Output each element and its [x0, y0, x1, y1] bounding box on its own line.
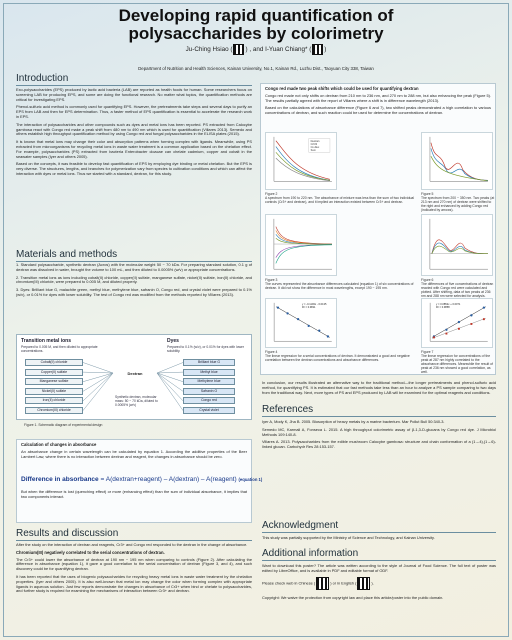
connector-line: [83, 373, 113, 391]
figure-4-chart: [265, 298, 337, 348]
results-figures-box: [260, 83, 496, 375]
congo-text: [265, 87, 491, 119]
methods-heading: Materials and methods: [16, 249, 252, 260]
figure-2-svg: [266, 133, 336, 189]
acknowledgment-heading: Acknowledgment: [262, 520, 496, 531]
reference-item: Iyer A, Mody K, Jha B. 2005. Biosorption of heavy metals by a marine bacterium. Mar Pollut Bull 50:340-3.: [262, 419, 445, 424]
dyes-title: Dyes: [167, 338, 179, 344]
figure-3-chart: [265, 214, 337, 276]
metal-chip: Copper(II) sulfate: [25, 369, 83, 376]
link-text: Please check web in Chinese (: [262, 580, 316, 586]
data-point: [483, 318, 485, 320]
intro-paragraph: Based on the concepts, it was feasible to develop fast quantification of EPS by employing dye binding or metal chelation. But the EPS is very diverse. The structures, lengths, and branches for polymerization vary from species to cultivation conditions and which can affect the interaction with dyes or metal ions. Thus we started with a standard, dextran, for this study.: [16, 161, 253, 176]
references-list: [262, 420, 496, 453]
qr-code-icon[interactable]: [316, 577, 329, 590]
legend-item: Dextran: [310, 140, 320, 144]
dyes-subtitle: Prepared to 0.1% (w/v), or 0.01% for dyes with lower solubility.: [167, 345, 244, 353]
figure-3-svg: [266, 215, 336, 275]
author-1: Ju-Ching Hsiao (: [185, 46, 233, 54]
title-line-2: polysaccharides by colorimetry: [128, 24, 384, 43]
methods-paragraph: 2. Transition metal ions as ions including cobalt(II) chloride, copper(II) sulfate, manganese sulfate, nickel(II) sulfate, iron(II) chloride, and chromium(III) chloride, were prepared to 0.005 M, and diluted properly.: [16, 274, 252, 285]
connector-line: [83, 372, 113, 373]
figure-5-chart: [421, 132, 493, 190]
author-end: ): [324, 46, 327, 54]
title-line-1: Developing rapid quantification of: [118, 6, 394, 25]
connector-line: [83, 363, 113, 374]
results-text: [16, 543, 252, 597]
results-subheading: Chromium(III) negatively correlated to the serial concentrations of dextran.: [16, 549, 165, 555]
figure-5-svg: [422, 133, 492, 189]
dye-chip: Crystal violet: [183, 407, 235, 414]
results-paragraph: It has been reported that the uses of biogenic polysaccharides for recycling heavy metal ions in waste water treatment by the chelation properties. (Iyer and others 2005). It is also well-known that metal ion may change the color when forming complex with appropriate ligands in aqueous solution. Just few reports demonstrate the changes in absorbance of Cr3+ when bind or chelate to polysaccharides, and further study is required for examining the mechanisms of interaction between Cr3+ and dextran.: [16, 573, 252, 594]
equation-ref: (equation 1): [238, 477, 263, 482]
figure-5-caption: Figure 5 The spectrum from 200 ~ 350 nm. Two peaks (at 213 nm and 270 nm) of dextran were shifted to the right and enhanced by adding Congo red (indicated by arrows).: [421, 192, 495, 213]
additional-info-paragraph: Want to download this poster? The article was written according to the style of Journal of Food Science. The full text of poster was edited by LibreOffice, and is available in PDF and editable format of ODF.: [262, 563, 496, 573]
metals-title: Transition metal ions: [21, 338, 72, 344]
congo-paragraph: Based on the calculations of absorbance difference (Figure 6 and 7), two shifted peaks demonstrated a high correlation to various concentrations of dextran, and such reaction could be used for determine the concentrations of dextran.: [265, 105, 491, 116]
figure-2-caption: Figure 2 A spectrum from 190 to 220 nm. The absorbance of mixture was less than the sum of two individual controls (Cr3+ and dextran), and it implied an interaction existed between Cr3+ and dextran.: [265, 192, 415, 205]
data-point: [286, 312, 288, 314]
calculation-paragraph: But when the difference is lost (quenching effect) or more (enhancing effect) than the sum of individual absorbance, it implies that two components interact.: [21, 489, 247, 499]
authors-line: [0, 44, 512, 55]
equation-label: Difference in absorbance: [21, 476, 99, 483]
dye-chip: Brilliant blue G: [183, 359, 235, 366]
figure-6-svg: [422, 215, 492, 275]
calculation-text: [21, 443, 247, 462]
reference-item: Semedo MC, Karmali A, Fonseca L. 2015. A high throughput colorimetric assay of β-1,3-D-glucans by Congo red dye. J Microbiol Methods 109:140-8.: [262, 426, 496, 437]
connector-line: [157, 373, 183, 391]
metal-chip: Iron(II) chloride: [25, 397, 83, 404]
data-point: [308, 325, 310, 327]
figure-4-caption: Figure 4 The linear regression for a serial concentrations of dextran. It demonstrated a good and negative correlation between the dextran concentrations and absorbance differences.: [265, 350, 410, 363]
data-point: [483, 306, 485, 308]
data-point: [470, 314, 472, 316]
congo-paragraph: Congo red made not only shifts on dextran from 210 nm to 236 nm, and 270 nm to 288 nm, but also enhancing the peak (Figure 5). The results partially agreed with the report of Villares where a shift is in difference wavelength (2013).: [265, 92, 491, 103]
congo-subheading: Congo red made two peak shifts which could be used for quantifying dextran: [265, 86, 419, 91]
conclusion-text: [262, 381, 496, 398]
legend-item: Sum: [310, 148, 316, 152]
intro-heading: Introduction: [16, 73, 252, 84]
additional-info-text: [262, 564, 496, 603]
download-links: [262, 577, 496, 590]
legend-item: Cr+Dex: [310, 145, 320, 149]
qr-code-icon[interactable]: [357, 577, 370, 590]
intro-paragraph: Phenol-sulfuric acid method is commonly used for quantifying EPS. However, the pretreatments take steps and several days to purify an EPS from LAB and then for EPS determination. Thus, a faster method of EPS quantification is essential to accelerate the research work in EPS.: [16, 104, 252, 119]
qr-code-icon[interactable]: [312, 44, 323, 55]
dextran-note: Synthetic dextran, molecular mass: 50 ~ 70 kDa, diluted to 0.0005% (w/v): [115, 395, 158, 407]
intro-paragraph: Exo-polysaccharides (EPS) produced by lactic acid bacteria (LAB) are reported as health foods for human. Some researchers focus on screening LAB for producing EPS, and some are doing the functional research. No matter what topics, the quantification methods are critical for investigating EPS.: [16, 87, 252, 102]
link-text: ) or in English (: [330, 580, 357, 586]
figure-3-caption: Figure 3 The curves represented the absorbance differences calculated (equation 1) of six concentrations of dextran. It did not show the difference in most wavelengths, except 190 ~ 195 nm.: [265, 278, 414, 291]
methods-paragraph: 3. Dyes: Brilliant blue G, malachite green, methyl blue, methylene blue, safranin O, Congo red, and crystal violet were prepared to 0.1% (w/v), or 0.01% for dyes with lower solubility. The test of Congo red was modified from the methods reported by Villares (2013).: [16, 287, 252, 297]
results-paragraph: The Cr3+ could lower the absorbance of dextran at 190 nm ~ 195 nm when comparing to controls (Figure 2). After calculating the difference in absorbance (equation 1), it gave a good correlation to the serial concentration of dextran (Figure 3, and 4), and such discovery could be for quantifying dextran.: [16, 556, 252, 572]
connector-line: [83, 373, 113, 411]
affiliation: Department of Nutrition and Health Sciences, Kainan University, No.1, Kainan Rd., Luzhu Dist., Taoyuan City 338, Taiwan: [138, 66, 374, 71]
figure-2-chart: [265, 132, 337, 190]
data-point: [458, 328, 460, 330]
acknowledgment-text: [262, 536, 496, 544]
diagram-connectors: [17, 335, 253, 421]
data-point: [277, 306, 279, 308]
data-point: [297, 318, 299, 320]
additional-info-heading: Additional information: [262, 548, 496, 559]
connector-line: [157, 363, 183, 374]
data-point: [445, 333, 447, 335]
connector-line: [157, 372, 183, 373]
connector-line: [157, 373, 183, 411]
figure-7-caption: Figure 7 The linear regression for concentrations of the peak at 287 nm highly correlated to the absorbance differences. Meanwhile the result of peak at 236 nm showed a good correlation, as well.: [421, 350, 493, 375]
experimental-design-diagram: [16, 334, 252, 420]
data-point: [327, 335, 329, 337]
data-point: [458, 321, 460, 323]
equation-body: = A(dextran+reagent) – A(dextran) – A(reagent): [100, 476, 237, 483]
dye-chip: Congo red: [183, 397, 235, 404]
data-point: [433, 336, 435, 338]
dye-chip: Methyl blue: [183, 369, 235, 376]
legend-item: CrCl3: [310, 143, 318, 147]
metal-chip: Chromium(III) chloride: [25, 407, 83, 414]
figure-6-chart: [421, 214, 493, 276]
data-point: [445, 329, 447, 331]
metal-chip: Manganese sulfate: [25, 378, 83, 385]
copyright-notice: Copyright: We waive the protection from copyright law and place this article/poster into the public domain.: [262, 594, 444, 600]
data-point: [318, 330, 320, 332]
calculation-paragraph: An absorbance change in certain wavelength can be calculated by equation 1. According the additive properties of the Beer Lambert Law, where there is no interaction between dextran and reagent, the changes in absorbance should be zero.: [21, 448, 247, 459]
calculation-text-2: [21, 490, 247, 503]
poster-title: [0, 7, 512, 43]
conclusion-paragraph: In conclusion, our results illustrated an alternative way to the traditional method—the longer pretreatments and phenol-sulfuric acid method, for quantifying PS. It is estimated that our fast methods take less than an hour to analyze a PS sample comparing to two days from the traditional way. Next, more types of PS and EPS produced by LAB will be examined for the optimal reagents and conditions.: [262, 380, 496, 395]
equation-1: [21, 476, 262, 483]
intro-text: [16, 88, 252, 180]
dextran-label: Dextran: [127, 371, 143, 376]
link-text: ).: [371, 580, 374, 586]
calculation-heading: Calculation of changes in absorbance: [21, 442, 97, 447]
acknowledgment-paragraph: This study was partially supported by the Ministry of Science and Technology, and Kainan University.: [262, 535, 435, 540]
intro-paragraph: The interaction of polysaccharides and other compounds such as dyes and metal ions has been reported. PS extracted from Calocybe gambosa react with Congo red make a peak shift from 480 nm to 490 nm which is used for quantification (Villares 2013). Semedo and others establish high throughput quantification method by using Congo red and fungal polysaccharides in the ELISA plates (2015).: [16, 121, 252, 137]
calculation-box: [16, 439, 263, 523]
references-heading: References: [262, 404, 496, 415]
author-2: ) , and I-Yuan Chiang* (: [245, 46, 312, 54]
metal-chip: Nickel(II) sulfate: [25, 388, 83, 395]
dye-chip: Safranin O: [183, 388, 235, 395]
figure-7-chart: [421, 298, 493, 348]
figure-1-caption: Figure 1. Schematic diagram of experimental design: [24, 423, 103, 427]
figure-4-regression: y = -0.1193x - 0.0135 R² = 0.9811: [302, 303, 327, 310]
dye-chip: Methylene blue: [183, 378, 235, 385]
figure-6-caption: Figure 6 The differences of five concentrations of dextran reacted with Congo red were calculated and plotted. After shifting, data of two peaks at 236 nm and 288 nm were selected for analysis.: [421, 278, 494, 299]
intro-paragraph: It is known that metal ions may change their color and absorption patterns when forming complex with ligands. Meanwhile, using PS extracted from microorganisms for recycling metal ions in waste water treatment is a common application based on the chelation effect. For example, polysaccharides (PS) extracted from bacteria Enterobacter cloacae can chelate cadmium, copper and cobalt in the seawater samples (Iyer and others 2005).: [16, 139, 252, 159]
reference-item: Villares A. 2013. Polysaccharides from the edible mushroom Calocybe gambosa: structure and chain conformation of a (1→4),(1→6)-linked glucan. Carbohydr Res 28:153-157.: [262, 439, 496, 450]
figure-7-regression: y = 0.0852x + 0.0071 R² = 0.9858: [436, 303, 461, 310]
methods-paragraph: 1. Standard polysaccharide, synthetic dextran (Acros) with the molecular weight 50 ~ 70 kDa. For preparing standard solution, 0.1 g of dextran was dissolved in water, brought the volume to 100 mL, and then diluted to 0.0005% (w/v) or appropriate concentrations.: [16, 262, 252, 272]
metals-subtitle: Prepared to 0.005 M, and then diluted to appropriate concentrations.: [21, 345, 98, 353]
results-paragraph: After the study on the interaction of dextran and reagents, Cr3+ and Congo red responded to the dextran in the change of absorbance.: [16, 542, 248, 547]
metal-chip: Cobalt(II) chloride: [25, 359, 83, 366]
results-heading: Results and discussion: [16, 528, 252, 539]
data-point: [470, 323, 472, 325]
qr-code-icon[interactable]: [233, 44, 244, 55]
methods-text: [16, 263, 252, 301]
